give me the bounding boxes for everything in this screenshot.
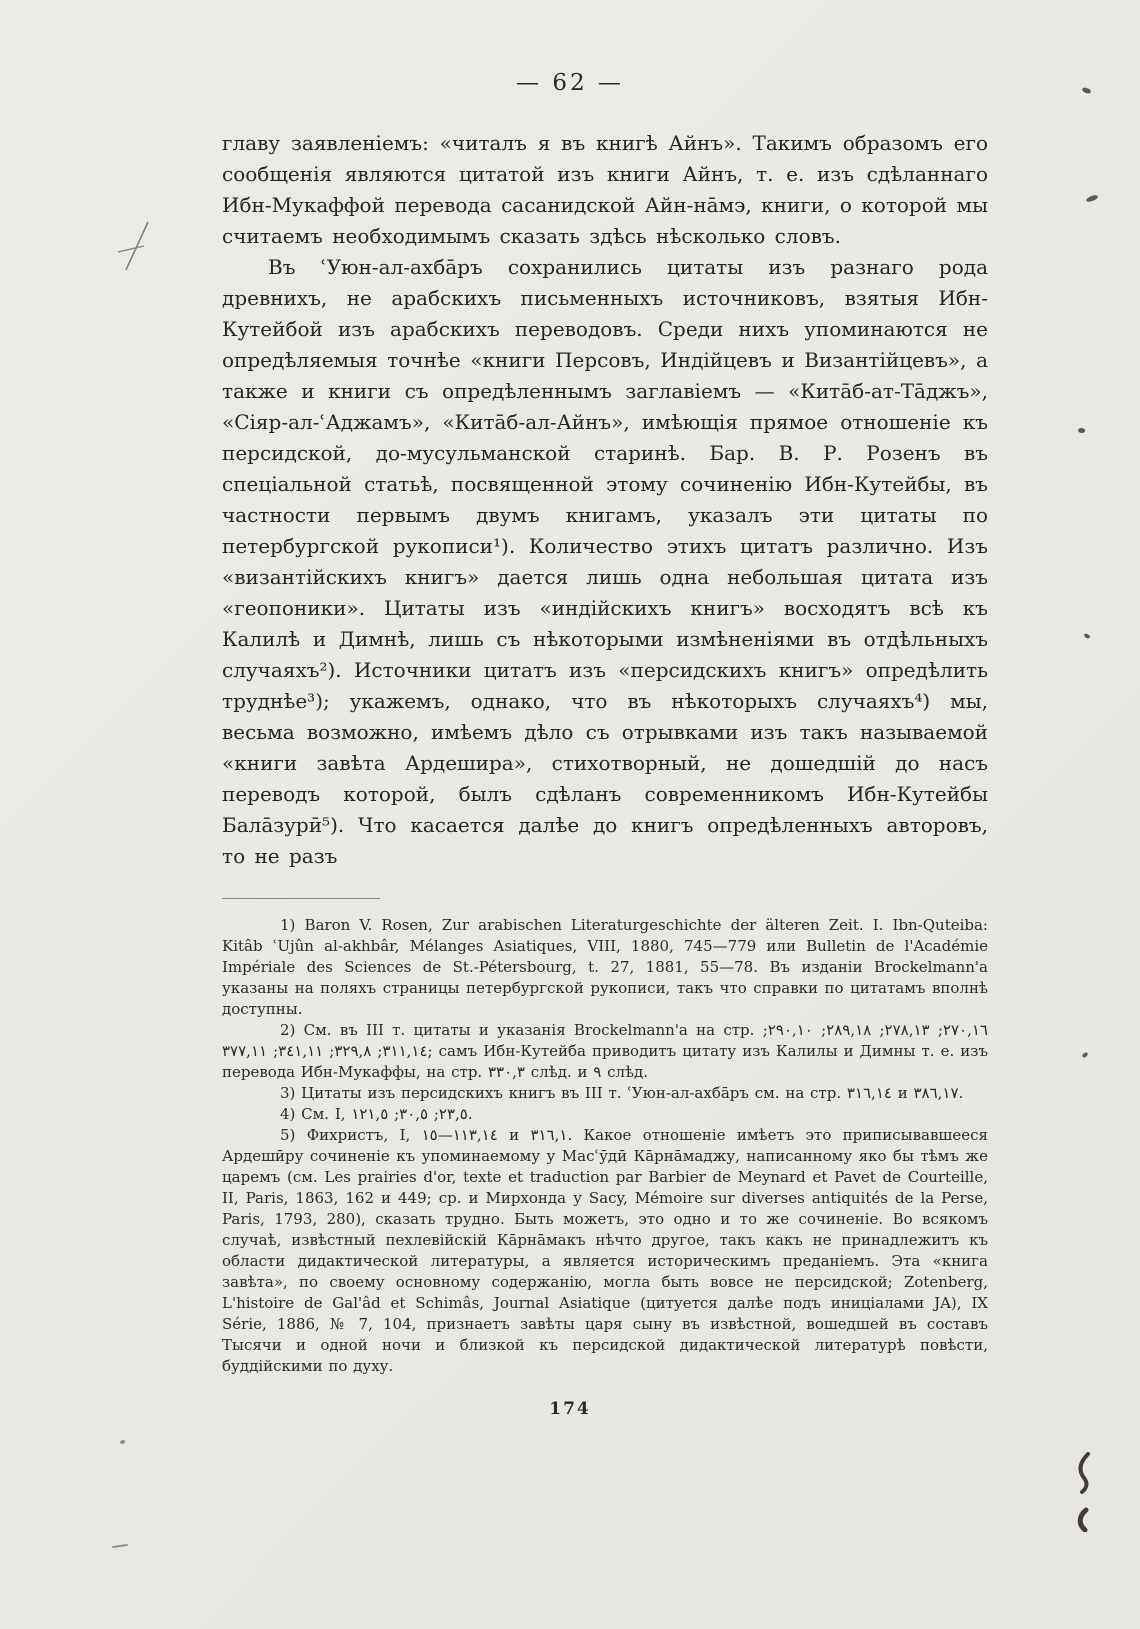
scan-edge-mark [1072,1452,1094,1532]
footnote-2: 2) См. въ III т. цитаты и указанія Brockelmann'а на стр. ٢٧٠,١٦; ٢٧٨,١٣; ٢٨٩,١٨; ٢٩٠,١٠; ٣١١,١٤; ٣٢٩,٨; ٣٤١,١١; ٣٧٧,١١; самъ Ибн-Кутейба приводитъ цитату изъ Калилы и Димны т. е. изъ перевода Ибн-Мукаффы, на стр. ٣٣٠,٣ слѣд. и ٩ слѣд. [222,1021,989,1081]
footnote-3: 3) Цитаты изъ персидскихъ книгъ въ III т. ʿУюн-ал-ахбāръ см. на стр. ٣١٦,١٤ и ٣٨٦,١٧. [280,1084,964,1102]
page-number-header: — 62 — [516,70,624,96]
page-footer [0,1399,1140,1419]
main-text-block [222,128,988,872]
scan-speck [1078,427,1086,433]
footnotes-section [222,915,988,1377]
footnote-5: 5) Фихристъ, I, ١١٣,١٤—١٥ и ٣١٦,١. Какое отношеніе имѣетъ это приписывавшееся Ардешӣру сочиненіе къ упоминаемому у Масʿӯдӣ Кāрнāмаджу, написанному яко бы тѣмъ же царемъ (см. Les prairies d'or, texte et traduction par Barbier de Meynard et Pavet de Courteille, II, Paris, 1863, 162 и 449; ср. и Мирхонда у Sacy, Mémoire sur diverses antiquités de la Perse, Paris, 1793, 280), сказать трудно. Быть можетъ, это одно и то же сочиненіе. Во всякомъ случаѣ, извѣстный пехлевійскій Кāрнāмакъ нѣчто другое, такъ какъ не принадлежитъ къ области дидактической литературы, а является историческимъ преданіемъ. Эта «книга завѣта», по своему основному содержанію, могла быть вовсе не персидской; Zotenberg, L'histoire de Gal'âd et Schimâs, Journal Asiatique (цитуется далѣе подъ иниціалами JA), IX Série, 1886, № 7, 104, признаетъ завѣты царя сыну въ извѣстной, вошедшей въ составъ Тысячи и одной ночи и близкой къ персидской дидактической литературѣ повѣсти, буддійскими по духу. [222,1126,988,1375]
paragraph-continuation: главу заявленіемъ: «читалъ я въ книгѣ Айнъ». Такимъ образомъ его сообщенія являются цитатой изъ книги Айнъ, т. е. изъ сдѣланнаго Ибн-Мукаффой перевода сасанидской Айн-нāмэ, книги, о которой мы считаемъ необходимымъ сказать здѣсь нѣсколько словъ. [222,131,988,248]
footnote-1: 1) Baron V. Rosen, Zur arabischen Literaturgeschichte der älteren Zeit. I. Ibn-Quteiba: Kitâb ʿUjûn al-akhbâr, Mélanges Asiatiques, VIII, 1880, 745—779 или Bulletin de l'Académie Impériale des Sciences de St.-Pétersbourg, t. 27, 1881, 55—78. Въ изданіи Brockelmann'а указаны на поляхъ страницы петербургской рукописи, такъ что справки по цитатамъ вполнѣ доступны. [222,916,988,1018]
paragraph-main: Въ ʿУюн-ал-ахбāръ сохранились цитаты изъ разнаго рода древнихъ, не арабскихъ письменныхъ источниковъ, взятыя Ибн-Кутейбой изъ арабскихъ переводовъ. Среди нихъ упоминаются не опредѣляемыя точнѣе «книги Персовъ, Индійцевъ и Византійцевъ», а также и книги съ опредѣленнымъ заглавіемъ — «Китāб-ат-Тāджъ», «Сіяр-ал-ʿАджамъ», «Китāб-ал-Айнъ», имѣющія прямое отношеніе къ персидской, до-мусульманской старинѣ. Бар. В. Р. Розенъ въ спеціальной статьѣ, посвященной этому сочиненію Ибн-Кутейбы, въ частности первымъ двумъ книгамъ, указалъ эти цитаты по петербургской рукописи¹). Количество этихъ цитатъ различно. Изъ «византійскихъ книгъ» дается лишь одна небольшая цитата изъ «геопоники». Цитаты изъ «индійскихъ книгъ» восходятъ всѣ къ Калилѣ и Димнѣ, лишь съ нѣкоторыми измѣненіями въ отдѣльныхъ случаяхъ²). Источники цитатъ изъ «персидскихъ книгъ» опредѣлить труднѣе³); укажемъ, однако, что въ нѣкоторыхъ случаяхъ⁴) мы, весьма возможно, имѣемъ дѣло съ отрывками изъ такъ называемой «книги завѣта Ардешира», стихотворный, не дошедшій до насъ переводъ которой, былъ сдѣланъ современникомъ Ибн-Кутейбы Балāзурӣ⁵). Что касается далѣе до книгъ опредѣленныхъ авторовъ, то не разъ [222,255,988,868]
scan-speck [1081,1052,1088,1058]
scan-edge-mark [112,1544,128,1548]
page-header [0,0,1140,96]
page-number-footer: 174 [549,1399,591,1419]
scan-speck [1083,633,1090,640]
footnote-4: 4) См. I, ٢٣,٥; ٣٠,٥; ١٢١,٥. [280,1105,473,1123]
scan-speck [120,1440,125,1444]
pencil-margin-mark [104,218,164,278]
footnote-separator-rule [222,898,380,899]
scan-speck [1086,194,1099,202]
